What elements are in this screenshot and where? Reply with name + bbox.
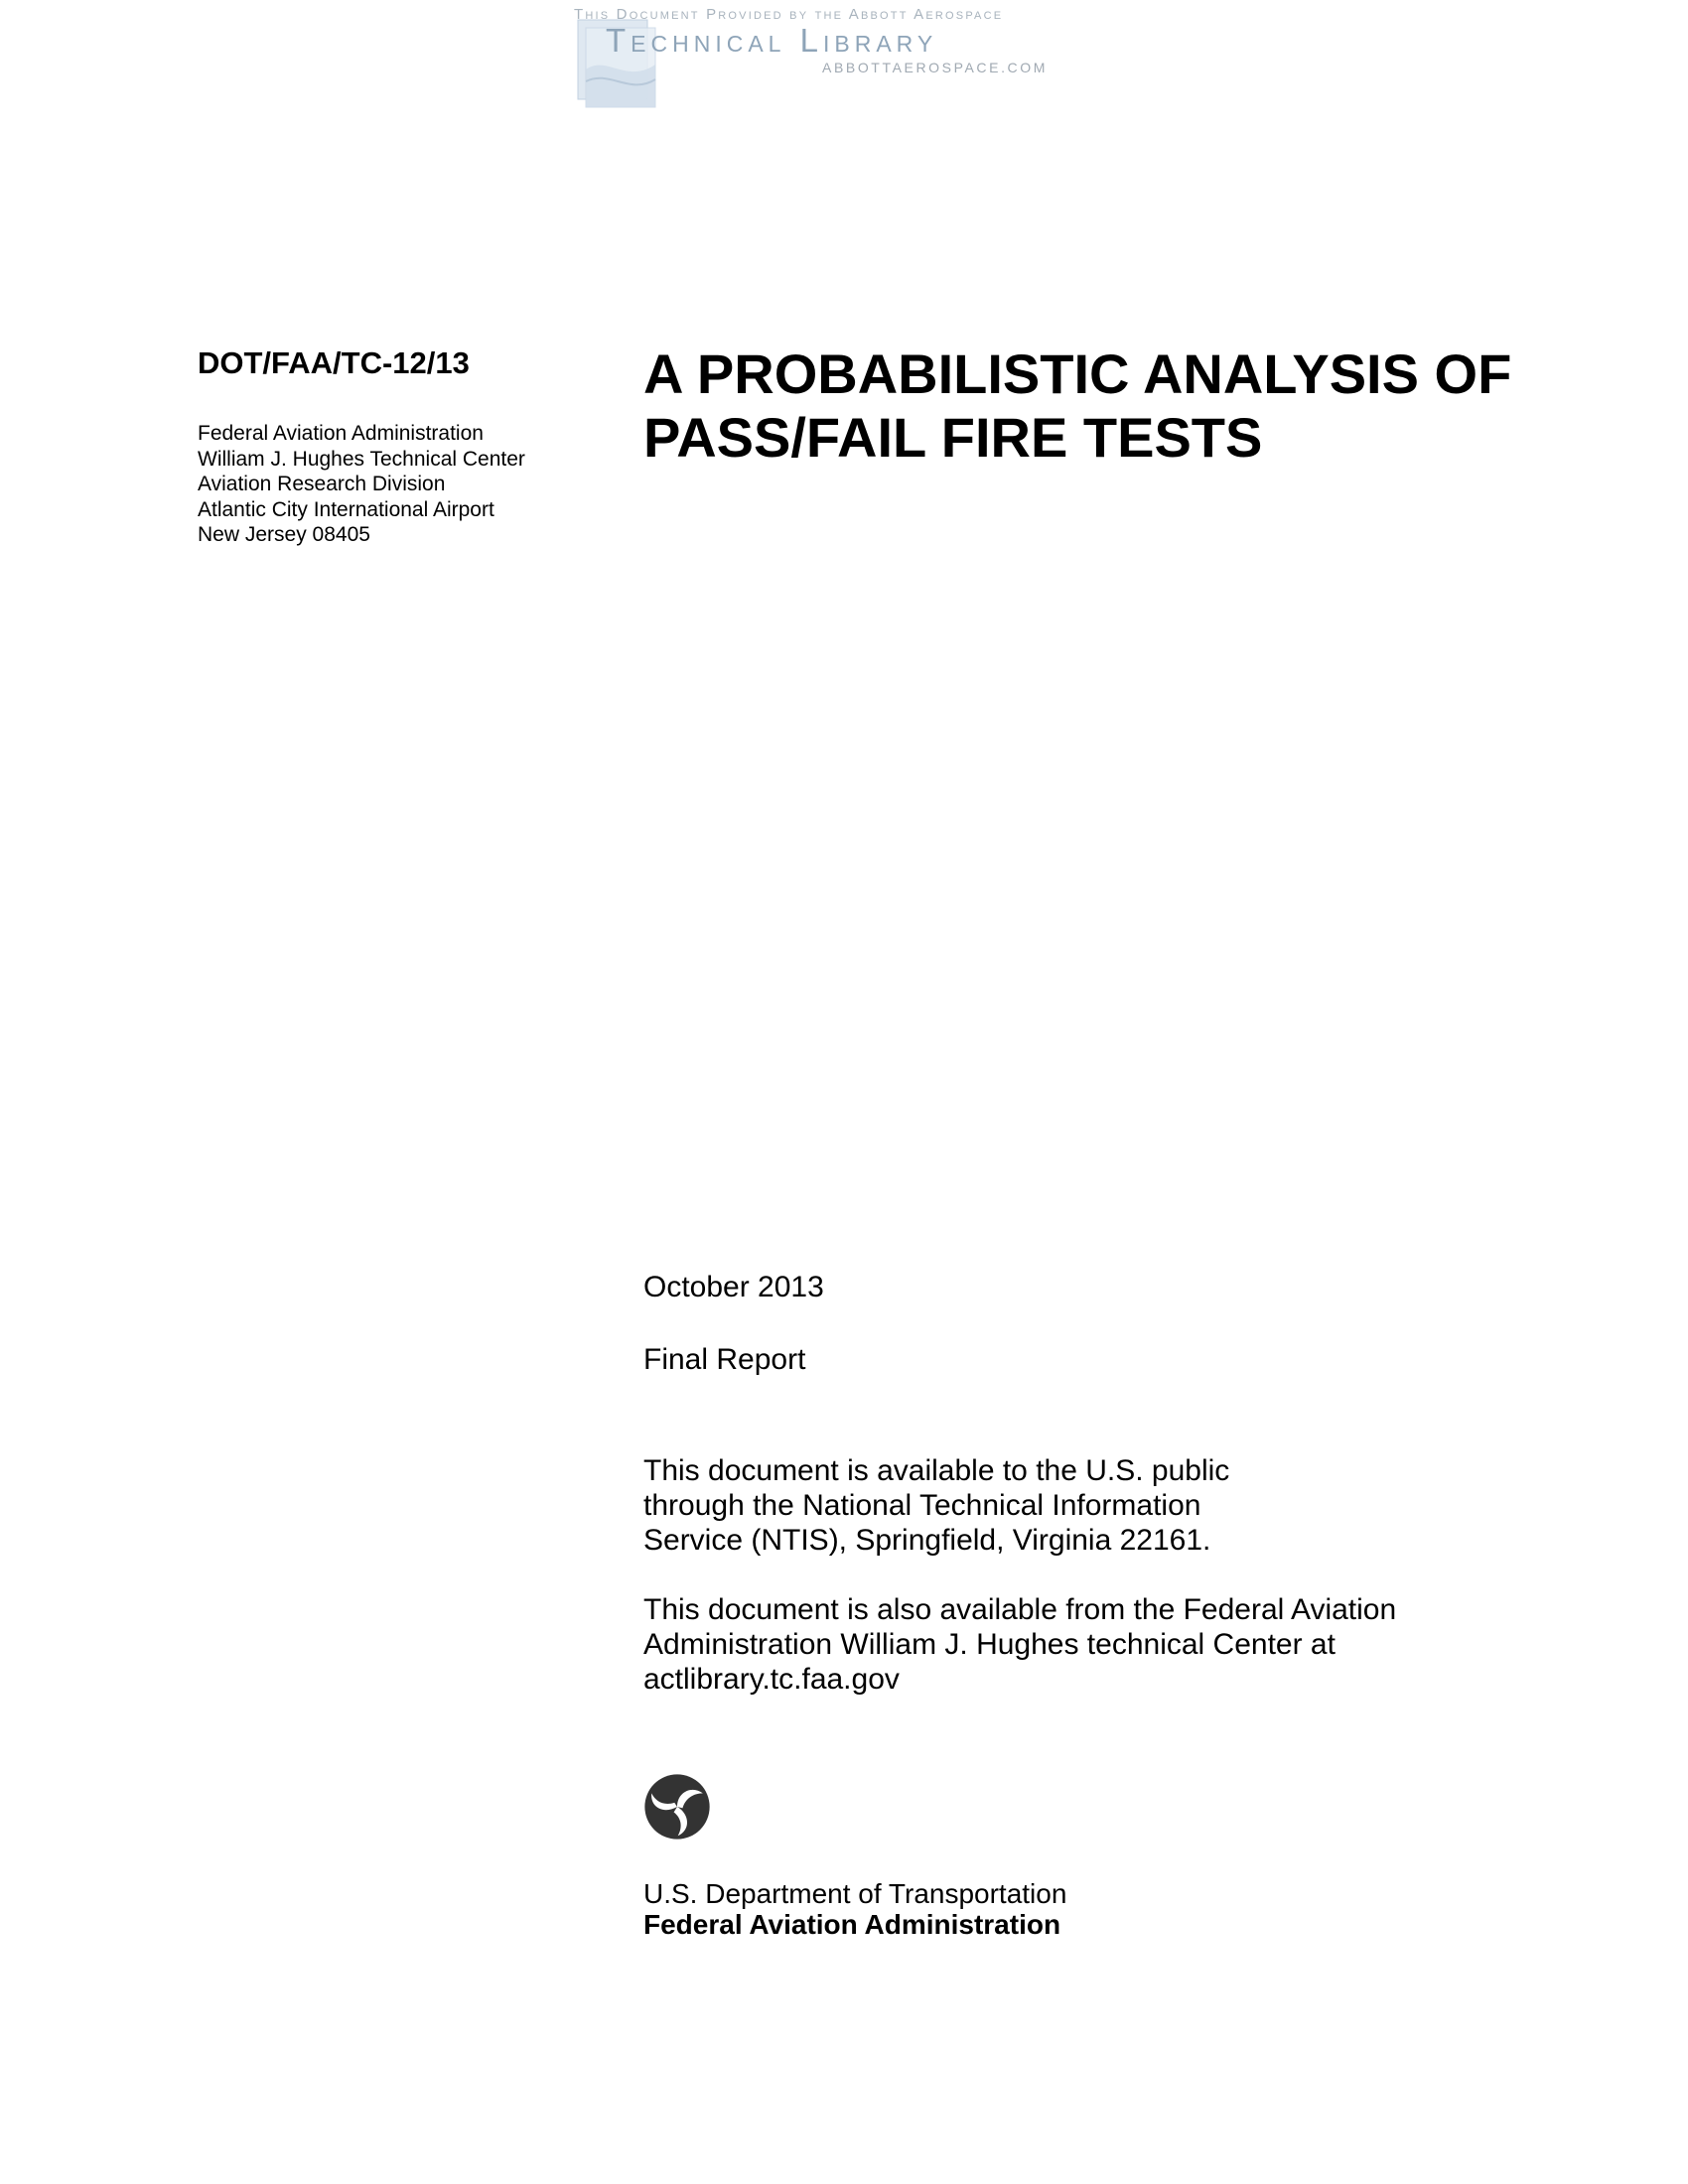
department-name: U.S. Department of Transportation [643,1878,1067,1909]
availability-faa-statement [643,1592,1636,1697]
statement-line: Service (NTIS), Springfield, Virginia 22161. [643,1524,1211,1557]
watermark-provided-by-text: This Document Provided by the Abbott Aerospace [574,6,1004,23]
statement-line: This document is also available from the Federal Aviation [643,1593,1397,1626]
statement-line: through the National Technical Information [643,1489,1201,1522]
document-title-line: PASS/FAIL FIRE TESTS [643,406,1263,469]
statement-line: Administration William J. Hughes technical Center at [643,1628,1336,1661]
dot-tri-swirl-logo-icon [643,1773,711,1841]
availability-ntis-statement [643,1453,1636,1558]
agency-name: Federal Aviation Administration [643,1909,1061,1940]
publication-date: October 2013 [643,1271,824,1303]
organization-address [198,421,615,548]
report-number: DOT/FAA/TC-12/13 [198,345,470,380]
statement-line: actlibrary.tc.faa.gov [643,1663,900,1696]
watermark-banner [566,2,1082,111]
organization-line: New Jersey 08405 [198,523,370,546]
document-title [643,342,1646,470]
watermark-url: ABBOTTAEROSPACE.COM [822,60,1049,75]
organization-line: Aviation Research Division [198,473,446,495]
report-type: Final Report [643,1343,806,1376]
organization-line: Federal Aviation Administration [198,422,484,445]
statement-line: This document is available to the U.S. public [643,1454,1230,1487]
watermark-library-title: Technical Library [606,22,938,59]
organization-line: Atlantic City International Airport [198,497,494,521]
document-title-line: A PROBABILISTIC ANALYSIS OF [643,342,1512,405]
organization-line: William J. Hughes Technical Center [198,447,525,471]
